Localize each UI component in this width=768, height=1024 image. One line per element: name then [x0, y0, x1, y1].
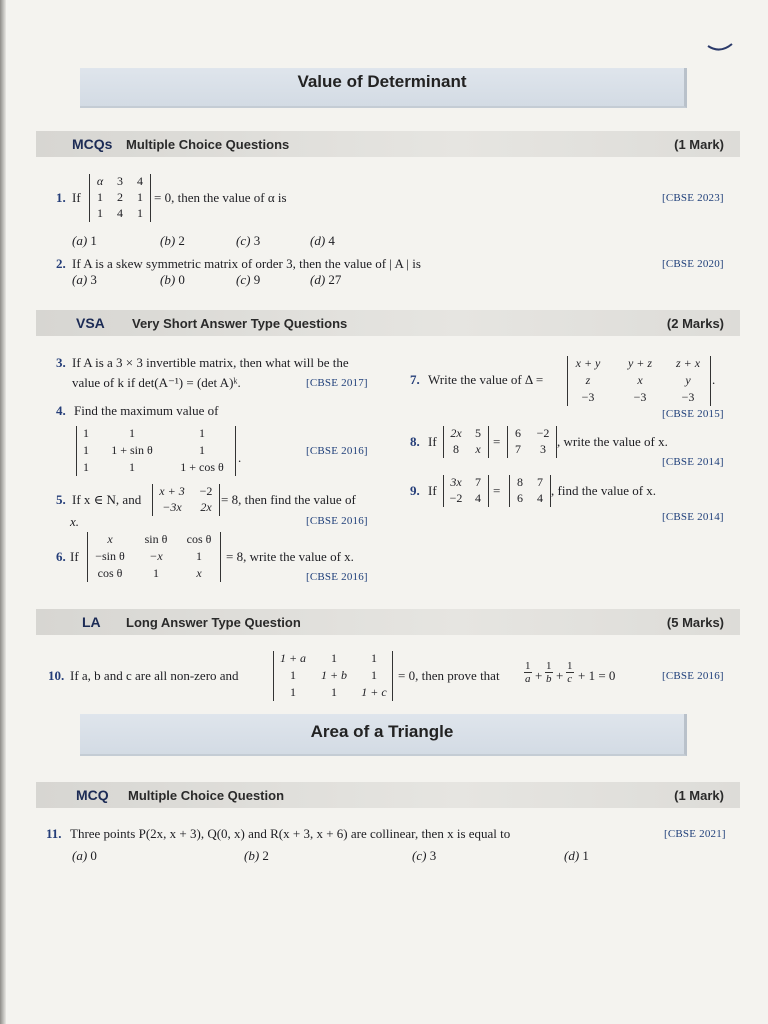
band-marks: (5 Marks) — [666, 615, 724, 630]
cell: 1 — [97, 190, 103, 204]
band-tag: MCQ — [76, 787, 109, 803]
option-d[interactable]: (d) 1 — [564, 848, 589, 863]
option-a[interactable]: (a) 0 — [72, 848, 97, 863]
cbse-ref: [CBSE 2016] — [306, 445, 368, 457]
section-title-text: Value of Determinant — [297, 72, 467, 91]
cell: −x — [149, 549, 163, 563]
cbse-ref: [CBSE 2023] — [662, 192, 724, 204]
cell: 2 — [117, 190, 123, 204]
equals: = — [493, 483, 501, 498]
cell: 3 — [540, 442, 546, 456]
cell: 6 — [517, 491, 523, 505]
q-suffix: = 8, then find the value of — [221, 492, 356, 507]
cell: y — [685, 373, 691, 387]
determinant — [89, 174, 151, 222]
q-line2: x. — [70, 514, 80, 529]
q-suffix: = 0, then prove that — [398, 668, 500, 683]
q-number: 9. — [410, 483, 420, 498]
band-la — [36, 609, 740, 635]
cbse-ref: [CBSE 2020] — [662, 258, 724, 270]
cell: x — [107, 532, 113, 546]
band-tag: MCQs — [72, 136, 113, 152]
cell: 1 + a — [279, 651, 307, 665]
fraction-c: $\frac{1}{c}$ — [567, 660, 573, 685]
q-prefix: If — [72, 190, 81, 205]
q-text: If A is a skew symmetric matrix of order 3, then the value of | A | is — [72, 256, 421, 271]
cell: 8 — [453, 442, 459, 456]
q-line1: If A is a 3 × 3 invertible matrix, then what will be the — [72, 355, 349, 370]
cbse-ref: [CBSE 2016] — [306, 571, 368, 583]
q-text: Three points P(2x, x + 3), Q(0, x) and R(x + 3, x + 6) are collinear, then x is equal to — [70, 826, 511, 841]
plus: + — [556, 668, 564, 683]
fraction-b: $\frac{1}{b}$ — [546, 660, 552, 685]
cell: 1 — [371, 651, 377, 665]
cell: 1 — [371, 668, 377, 682]
cell: z + x — [675, 356, 701, 370]
cell: 6 — [515, 426, 521, 440]
option-d[interactable]: (d) 27 — [310, 272, 342, 287]
cell: 1 — [137, 206, 143, 220]
cell: −2 — [449, 491, 463, 505]
band-label: Multiple Choice Question — [128, 788, 285, 803]
option-c[interactable]: (c) 3 — [236, 233, 261, 248]
plus: + — [535, 668, 543, 683]
q-line2: value of k if det(A⁻¹) = (det A)ᵏ. — [72, 375, 241, 390]
option-b[interactable]: (b) 2 — [160, 233, 185, 248]
cell: x — [475, 442, 481, 456]
cbse-ref: [CBSE 2015] — [662, 408, 724, 420]
cell: 1 — [83, 460, 89, 474]
cbse-ref: [CBSE 2016] — [306, 515, 368, 527]
q-number: 1. — [56, 190, 66, 205]
cell: 2x — [450, 426, 462, 440]
cell: 1 — [331, 685, 337, 699]
cbse-ref: [CBSE 2021] — [664, 828, 726, 840]
cell: 4 — [137, 174, 143, 188]
cbse-ref: [CBSE 2016] — [662, 670, 724, 682]
determinant-left — [443, 426, 489, 458]
cell: 1 — [290, 685, 296, 699]
q-suffix: = 0, then the value of α is — [154, 190, 287, 205]
cell: −3 — [681, 390, 695, 404]
q-number: 7. — [410, 372, 420, 387]
cell: 7 — [515, 442, 521, 456]
band-mcqs — [36, 131, 740, 157]
q-prefix: Write the value of Δ = — [428, 372, 544, 387]
cell: x — [196, 566, 202, 580]
q-prefix: If — [428, 483, 437, 498]
determinant — [152, 484, 220, 516]
band-label: Very Short Answer Type Questions — [132, 316, 348, 331]
determinant-left — [443, 475, 489, 507]
cell: cos θ — [186, 532, 212, 546]
cell: 3 — [117, 174, 123, 188]
band-mcq — [36, 782, 740, 808]
band-tag: LA — [82, 614, 101, 630]
band-marks: (1 Mark) — [674, 137, 724, 152]
cell: 4 — [537, 491, 543, 505]
section-title-text: Area of a Triangle — [310, 722, 454, 741]
tick-mark — [706, 40, 734, 54]
cell: 1 — [137, 190, 143, 204]
option-a[interactable]: (a) 1 — [72, 233, 97, 248]
cell: 1 — [83, 426, 89, 440]
period: . — [238, 450, 242, 465]
cell: z — [585, 373, 591, 387]
cell: 1 — [129, 426, 135, 440]
cell: 8 — [517, 475, 523, 489]
cell: 1 — [153, 566, 159, 580]
cell: 1 — [97, 206, 103, 220]
cell: x + 3 — [159, 484, 185, 498]
option-c[interactable]: (c) 9 — [236, 272, 261, 287]
cell: −3 — [633, 390, 647, 404]
band-tag: VSA — [76, 315, 105, 331]
q-number: 3. — [56, 355, 66, 370]
cell: −3 — [581, 390, 595, 404]
q-prefix: If — [70, 549, 79, 564]
cell: 5 — [475, 426, 481, 440]
cell: cos θ — [97, 566, 123, 580]
equals: = — [493, 434, 501, 449]
q-prefix: If — [428, 434, 437, 449]
determinant-right — [509, 475, 551, 507]
option-c[interactable]: (c) 3 — [412, 848, 437, 863]
cell: 2x — [200, 500, 212, 514]
fraction-a: $\frac{1}{a}$ — [525, 660, 531, 685]
q-suffix: = 8, write the value of x. — [226, 549, 354, 564]
cell: 4 — [117, 206, 123, 220]
cell: x — [637, 373, 643, 387]
cell: sin θ — [144, 532, 168, 546]
determinant — [567, 356, 711, 406]
cbse-ref: [CBSE 2017] — [306, 377, 368, 389]
period: . — [712, 372, 716, 387]
cell: −2 — [199, 484, 213, 498]
cell: 1 + sin θ — [111, 443, 153, 457]
cell: 1 — [129, 460, 135, 474]
q-prefix: If x ∈ N, and — [72, 492, 142, 507]
section-title-determinant — [80, 68, 687, 108]
q-number: 6. — [56, 549, 66, 564]
q-text: Find the maximum value of — [74, 403, 219, 418]
cell: 1 + b — [320, 668, 348, 682]
q-suffix: , write the value of x. — [557, 434, 668, 449]
determinant — [273, 651, 393, 701]
determinant — [76, 426, 236, 476]
cell: x + y — [575, 356, 601, 370]
cell: α — [96, 174, 104, 188]
cell: 7 — [537, 475, 543, 489]
cell: 1 — [199, 426, 205, 440]
cell: 4 — [475, 491, 481, 505]
q-suffix: , find the value of x. — [551, 483, 657, 498]
cell: 3x — [450, 475, 462, 489]
cbse-ref: [CBSE 2014] — [662, 511, 724, 523]
option-d[interactable]: (d) 4 — [310, 233, 335, 248]
q-number: 10. — [48, 668, 65, 683]
band-label: Multiple Choice Questions — [126, 137, 290, 152]
determinant — [87, 532, 221, 582]
option-b[interactable]: (b) 0 — [160, 272, 185, 287]
q-number: 8. — [410, 434, 420, 449]
cell: −2 — [536, 426, 550, 440]
cbse-ref: [CBSE 2014] — [662, 456, 724, 468]
option-a[interactable]: (a) 3 — [72, 272, 97, 287]
cell: 1 — [331, 651, 337, 665]
cell: −sin θ — [95, 549, 125, 563]
cell: 1 + cos θ — [180, 460, 224, 474]
cell: 1 — [290, 668, 296, 682]
cell: 1 — [83, 443, 89, 457]
cell: −3x — [162, 500, 182, 514]
band-label: Long Answer Type Question — [126, 615, 301, 630]
cell: 1 + c — [361, 685, 387, 699]
option-b[interactable]: (b) 2 — [244, 848, 269, 863]
cell: 1 — [199, 443, 205, 457]
q-number: 4. — [56, 403, 66, 418]
cell: 7 — [475, 475, 481, 489]
q-number: 2. — [56, 256, 66, 271]
q-tail: + 1 = 0 — [578, 668, 616, 683]
section-title-triangle — [80, 714, 687, 756]
q-prefix: If a, b and c are all non-zero and — [70, 668, 239, 683]
q-number: 11. — [46, 826, 62, 841]
page-left-edge — [0, 0, 6, 1024]
cell: y + z — [627, 356, 653, 370]
cell: 1 — [196, 549, 202, 563]
determinant-right — [507, 426, 557, 458]
band-marks: (1 Mark) — [674, 788, 724, 803]
band-vsa — [36, 310, 740, 336]
band-marks: (2 Marks) — [666, 316, 724, 331]
q-number: 5. — [56, 492, 66, 507]
